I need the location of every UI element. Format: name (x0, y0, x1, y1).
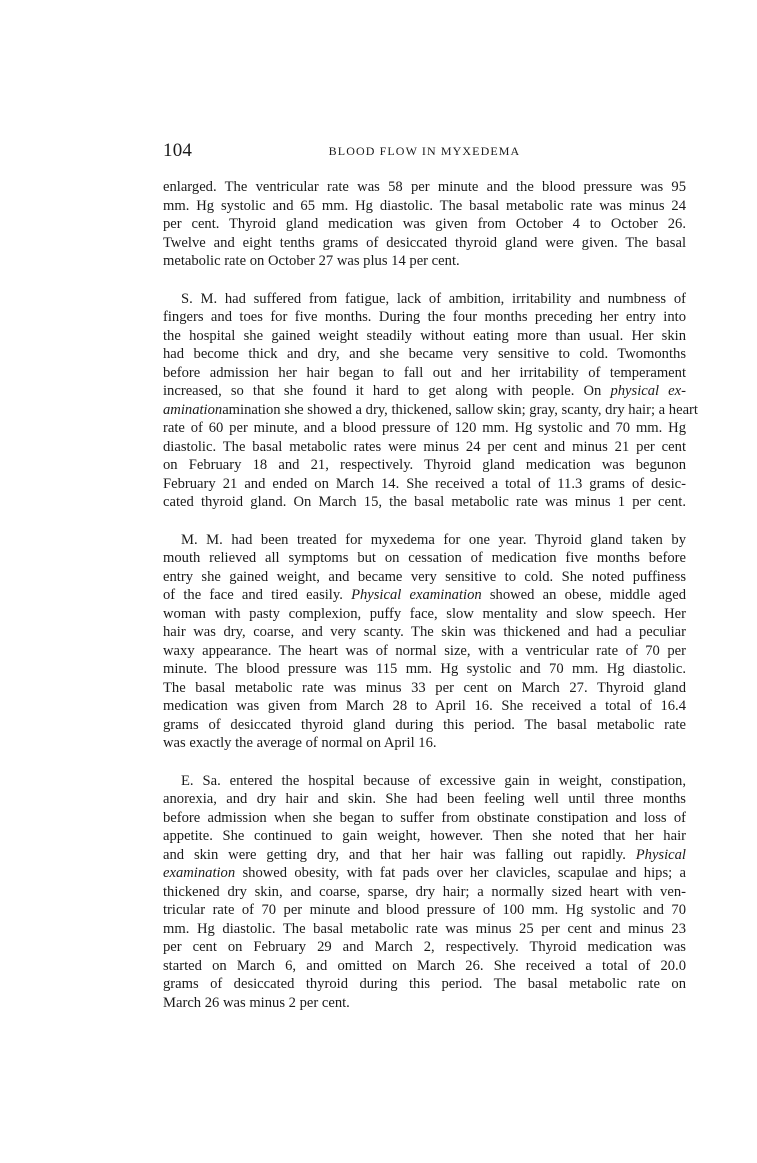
text-line: The basal metabolic rate was minus 33 per cent on March 27. Thyroid gland (163, 679, 686, 696)
text-line: fingers and toes for five months. During the four months preceding her entry into (163, 309, 686, 325)
page-number: 104 (163, 140, 193, 161)
text-line: minute. The blood pressure was 115 mm. Hg systolic and 70 mm. Hg diastolic. (163, 661, 686, 677)
text-line (163, 401, 698, 420)
text-line (163, 382, 686, 401)
body-text (163, 178, 698, 1031)
text-line (163, 586, 686, 605)
text-line: thickened dry skin, and coarse, sparse, dry hair; a normally sized heart with ven- (163, 883, 686, 900)
text-line: rate of 60 per minute, and a blood pressure of 120 mm. Hg systolic and 70 mm. Hg (163, 420, 686, 436)
text-line: March 26 was minus 2 per cent. (163, 994, 350, 1011)
text-line: mm. Hg systolic and 65 mm. Hg diastolic. The basal metabolic rate was minus 24 (163, 197, 686, 214)
italic-term: Physical (635, 846, 686, 863)
text-segment: of the face and tired easily. (163, 587, 352, 603)
text-line: diastolic. The basal metabolic rates were minus 24 per cent and minus 21 per cent (163, 438, 686, 455)
text-line: before admission her hair began to fall out and her irritability of temperament (163, 364, 686, 381)
text-line: per cent on February 29 and March 2, respectively. Thyroid medication was (163, 939, 686, 955)
text-segment: increased, so that she found it hard to get along with people. On (163, 383, 611, 399)
text-line: S. M. had suffered from fatigue, lack of ambition, irritability and numbness of (181, 290, 686, 307)
text-line: E. Sa. entered the hospital because of excessive gain in weight, constipation, (181, 772, 686, 789)
paragraph-case-mm (163, 531, 686, 753)
italic-term: amination (163, 401, 223, 418)
text-line: waxy appearance. The heart was of normal size, with a ventricular rate of 70 per (163, 642, 686, 659)
text-line: mouth relieved all symptoms but on cessation of medication five months before (163, 550, 686, 566)
text-line: medication was given from March 28 to April 16. She received a total of 16.4 (163, 698, 686, 714)
text-line: the hospital she gained weight steadily without eating more than usual. Her skin (163, 327, 686, 344)
text-line (163, 864, 686, 883)
text-segment: amination she showed a dry, thickened, sallow skin; gray, scanty, dry hair; a heart (222, 401, 698, 418)
text-line: February 21 and ended on March 14. She received a total of 11.3 grams of desic- (163, 475, 686, 492)
italic-term: Physical examination (351, 587, 482, 603)
text-line: entry she gained weight, and became very sensitive to cold. She noted puffiness (163, 568, 686, 585)
page-header (163, 140, 686, 164)
paragraph-case-esa (163, 772, 686, 1013)
text-line: woman with pasty complexion, puffy face, slow mentality and slow speech. Her (163, 605, 686, 622)
text-line: grams of desiccated thyroid during this period. The basal metabolic rate on (163, 976, 686, 992)
text-line (163, 846, 686, 865)
text-line: Twelve and eight tenths grams of desiccated thyroid gland were given. The basal (163, 234, 686, 251)
italic-term: physical ex- (610, 383, 686, 399)
text-line: cated thyroid gland. On March 15, the basal metabolic rate was minus 1 per cent. (163, 494, 686, 510)
running-head: BLOOD FLOW IN MYXEDEMA (328, 144, 521, 158)
paragraph-case-continuation (163, 178, 686, 271)
text-line: grams of desiccated thyroid gland during this period. The basal metabolic rate (163, 716, 686, 733)
text-line: was exactly the average of normal on April 16. (163, 735, 437, 751)
text-line: metabolic rate on October 27 was plus 14 per cent. (163, 253, 460, 269)
text-segment: showed an obese, middle aged (481, 587, 687, 603)
text-line: anorexia, and dry hair and skin. She had been feeling well until three months (163, 791, 686, 807)
text-segment: and skin were getting dry, and that her hair was falling out rapidly. (163, 846, 636, 863)
italic-term: examination (163, 865, 236, 881)
text-line: before admission when she began to suffer from obstinate constipation and loss of (163, 809, 686, 826)
text-line: appetite. She continued to gain weight, however. Then she noted that her hair (163, 828, 686, 844)
text-line: hair was dry, coarse, and very scanty. The skin was thickened and had a peculiar (163, 624, 686, 640)
text-line: enlarged. The ventricular rate was 58 per minute and the blood pressure was 95 (163, 179, 686, 195)
text-line: M. M. had been treated for myxedema for one year. Thyroid gland taken by (181, 531, 686, 548)
text-line: had become thick and dry, and she became very sensitive to cold. Twomonths (163, 346, 686, 362)
paragraph-case-sm (163, 290, 698, 512)
text-line: on February 18 and 21, respectively. Thyroid gland medication was begunon (163, 457, 686, 473)
text-line: tricular rate of 70 per minute and blood pressure of 100 mm. Hg systolic and 70 (163, 902, 686, 918)
text-segment: showed obesity, with fat pads over her clavicles, scapulae and hips; a (235, 865, 686, 881)
text-line: per cent. Thyroid gland medication was given from October 4 to October 26. (163, 216, 686, 232)
text-line: started on March 6, and omitted on March 26. She received a total of 20.0 (163, 957, 686, 974)
text-line: mm. Hg diastolic. The basal metabolic rate was minus 25 per cent and minus 23 (163, 920, 686, 937)
